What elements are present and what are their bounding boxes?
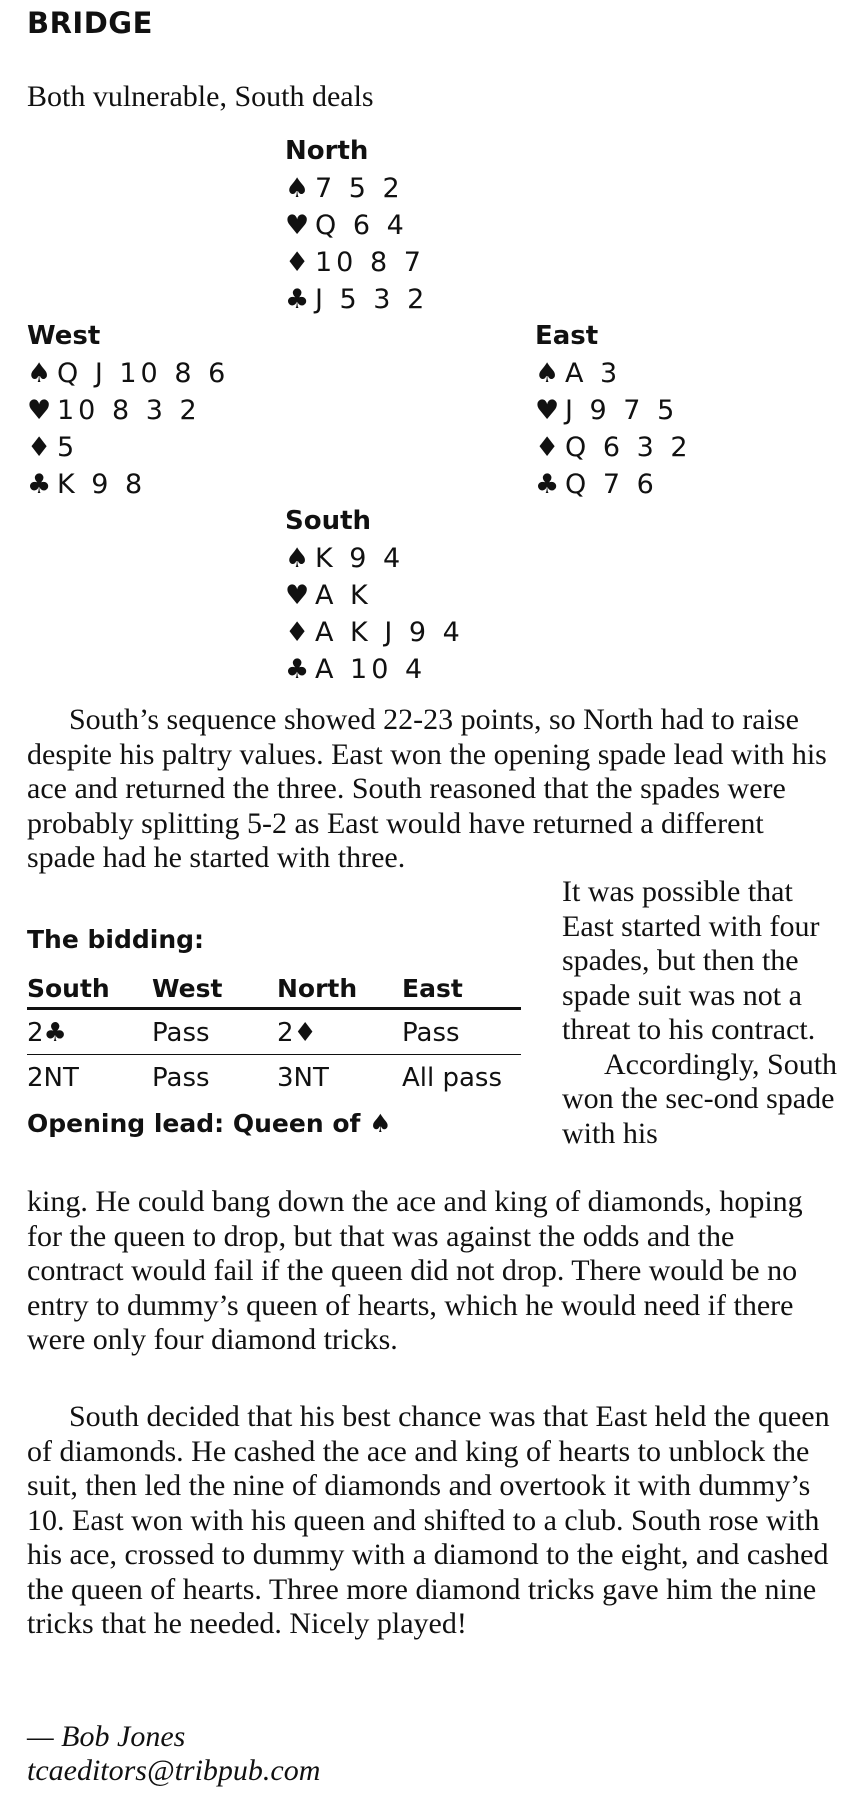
club-cards: J 5 3 2 — [315, 284, 429, 315]
author-email: tcaeditors@tribpub.com — [27, 1754, 321, 1787]
heart-cards: J 9 7 5 — [565, 395, 679, 426]
clubs-row — [285, 651, 464, 688]
spade-cards: A 3 — [565, 358, 622, 389]
author-name: — Bob Jones — [27, 1720, 186, 1753]
bidding-box — [27, 925, 525, 1138]
bid-cell: 2♦ — [277, 1009, 402, 1055]
spades-row — [285, 540, 464, 577]
bid-cell: 2NT — [27, 1063, 79, 1093]
signature — [27, 1720, 320, 1788]
hand-name: West — [27, 321, 101, 351]
club-cards: K 9 8 — [57, 469, 147, 500]
bidding-row — [27, 1009, 521, 1055]
heart-icon: ♥ — [285, 580, 310, 611]
spade-icon: ♠ — [27, 358, 52, 389]
hand-name: East — [535, 321, 599, 351]
article-paragraph-4: South decided that his best chance was that East held the queen of diamonds. He cashed the ace and king of hearts to unblock the suit, then led the nine of diamonds and overtook it with dummy’s 10. East won with his queen and shifted to a club. South rose with his ace, crossed to dummy with a diamond to the eight, and cashed the queen of hearts. Three more diamond tricks gave him the nine tricks that he needed. Nicely played! — [27, 1400, 830, 1640]
club-icon: ♣ — [535, 469, 560, 500]
paragraph-2-part-b: Accordingly, South won the sec-ond spade with his — [562, 1047, 838, 1150]
hand-west — [27, 318, 229, 503]
clubs-row — [285, 281, 428, 318]
hand-south — [285, 503, 464, 688]
header-west: West — [152, 968, 277, 1009]
hearts-row — [285, 577, 464, 614]
article-paragraph-2 — [562, 875, 842, 1151]
hearts-row — [535, 392, 692, 429]
hand-name: North — [285, 136, 369, 166]
hand-east — [535, 318, 692, 503]
heart-icon: ♥ — [535, 395, 560, 426]
hearts-row — [27, 392, 229, 429]
diamonds-row — [535, 429, 692, 466]
opening-lead: Opening lead: Queen of ♠ — [27, 1109, 392, 1138]
hearts-row — [285, 207, 428, 244]
club-icon: ♣ — [27, 469, 52, 500]
diamond-cards: A K J 9 4 — [315, 617, 464, 648]
heart-cards: 10 8 3 2 — [57, 395, 201, 426]
diamond-icon: ♦ — [285, 617, 310, 648]
hand-north — [285, 133, 428, 318]
paragraph-2-part-a: It was possible that East started with four spades, but then the spade suit was not a threat to his contract. — [562, 875, 820, 1046]
spade-cards: 7 5 2 — [315, 173, 404, 204]
bidding-table — [27, 968, 521, 1099]
deal-info: Both vulnerable, South deals — [27, 80, 374, 113]
bidding-header-row — [27, 968, 521, 1009]
heart-cards: A K — [315, 580, 372, 611]
clubs-row — [535, 466, 692, 503]
bid-cell: 3NT — [277, 1063, 329, 1093]
heart-icon: ♥ — [285, 210, 310, 241]
spade-icon: ♠ — [285, 173, 310, 204]
column-title: BRIDGE — [27, 6, 153, 40]
diamond-cards: Q 6 3 2 — [565, 432, 692, 463]
clubs-row — [27, 466, 229, 503]
club-icon: ♣ — [285, 284, 310, 315]
hand-name: South — [285, 506, 372, 536]
header-north: North — [277, 968, 402, 1009]
spade-cards: Q J 10 8 6 — [57, 358, 230, 389]
diamond-cards: 5 — [57, 432, 79, 463]
bid-cell: All pass — [402, 1063, 503, 1093]
diamond-icon: ♦ — [535, 432, 560, 463]
spades-row — [535, 355, 692, 392]
heart-icon: ♥ — [27, 395, 52, 426]
spade-icon: ♠ — [285, 543, 310, 574]
club-cards: A 10 4 — [315, 654, 427, 685]
bid-cell: 2♣ — [27, 1009, 152, 1055]
heart-cards: Q 6 4 — [315, 210, 408, 241]
bid-cell: Pass — [152, 1063, 210, 1093]
diamonds-row — [285, 614, 464, 651]
article-paragraph-3: king. He could bang down the ace and king of diamonds, hoping for the queen to drop, but that was against the odds and the contract would fail if the queen did not drop. There would be no entry to dummy’s queen of hearts, which he would need if there were only four diamond tricks. — [27, 1185, 803, 1356]
diamond-cards: 10 8 7 — [315, 247, 425, 278]
header-east: East — [402, 968, 521, 1009]
club-icon: ♣ — [285, 654, 310, 685]
diamonds-row — [285, 244, 428, 281]
article-paragraph-1: South’s sequence showed 22-23 points, so North had to raise despite his paltry values. East won the opening spade lead with his ace and returned the three. South reasoned that the spades were probably splitting 5-2 as East would have returned a different spade had he started with three. — [27, 703, 827, 874]
bidding-heading: The bidding: — [27, 925, 205, 954]
club-cards: Q 7 6 — [565, 469, 658, 500]
spade-icon: ♠ — [535, 358, 560, 389]
diamond-icon: ♦ — [27, 432, 52, 463]
bid-cell: Pass — [152, 1009, 277, 1055]
header-south: South — [27, 968, 152, 1009]
diamond-icon: ♦ — [285, 247, 310, 278]
bidding-row — [27, 1055, 521, 1100]
spades-row — [285, 170, 428, 207]
spade-cards: K 9 4 — [315, 543, 405, 574]
bid-cell: Pass — [402, 1009, 521, 1055]
diamonds-row — [27, 429, 229, 466]
spades-row — [27, 355, 229, 392]
